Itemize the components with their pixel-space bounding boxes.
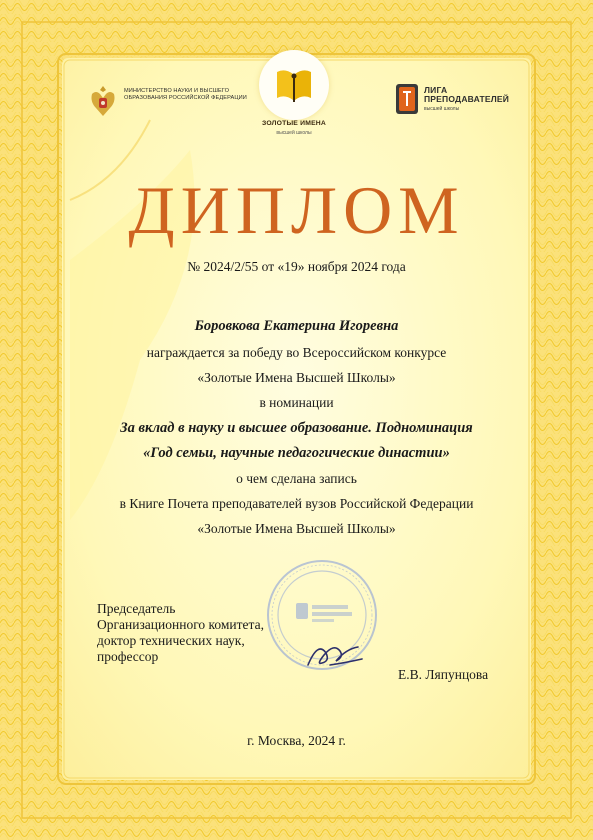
liga-book-icon	[394, 82, 420, 116]
coat-of-arms-icon	[86, 82, 120, 122]
nomination-label: в номинации	[259, 395, 334, 410]
book-of-honor-text: в Книге Почета преподавателей вузов Российской Федерации	[119, 496, 474, 511]
record-text: о чем сделана запись	[236, 471, 357, 486]
handwritten-signature	[300, 635, 370, 675]
ministry-logo	[86, 82, 247, 122]
liga-title: ЛИГА ПРЕПОДАВАТЕЛЕЙ	[424, 85, 510, 104]
liga-subtitle: высшей школы	[424, 106, 460, 112]
golden-names-logo	[251, 50, 337, 145]
book-of-honor-name: «Золотые Имена Высшей Школы»	[197, 521, 396, 536]
place-and-year: г. Москва, 2024 г.	[247, 733, 346, 748]
golden-names-subtitle: высшей школы	[276, 130, 312, 136]
golden-names-title: ЗОЛОТЫЕ ИМЕНА	[261, 120, 327, 127]
diploma-title: ДИПЛОМ	[128, 172, 465, 248]
subnomination-title: «Год семьи, научные педагогические династии»	[143, 445, 450, 461]
signatory-title	[97, 601, 277, 665]
signatory-role-4: профессор	[97, 649, 159, 664]
liga-logo	[394, 82, 514, 122]
recipient-name: Боровкова Екатерина Игоревна	[194, 318, 399, 334]
award-text: награждается за победу во Всероссийском конкурсе	[146, 345, 447, 360]
ministry-name: МИНИСТЕРСТВО НАУКИ И ВЫСШЕГО ОБРАЗОВАНИЯ РОССИЙСКОЙ ФЕДЕРАЦИИ	[124, 88, 247, 101]
signatory-role-3: доктор технических наук,	[97, 633, 245, 648]
open-book-icon	[273, 64, 315, 106]
nomination-title: За вклад в науку и высшее образование. Подноминация	[120, 420, 473, 436]
signatory-role-2: Организационного комитета,	[97, 617, 264, 632]
signatory-name: Е.В. Ляпунцова	[398, 667, 489, 682]
contest-name: «Золотые Имена Высшей Школы»	[197, 370, 396, 385]
diploma-number: № 2024/2/55 от «19» ноября 2024 года	[187, 259, 406, 274]
signatory-role-1: Председатель	[97, 601, 176, 616]
